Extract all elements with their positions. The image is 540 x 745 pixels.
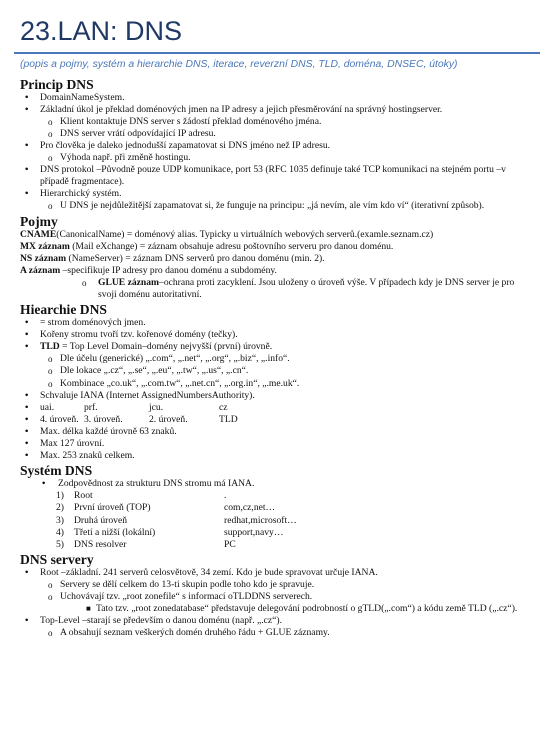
- list-item: • Základní úkol je překlad doménových jmen na IP adresy a jejich přesměrování na správný hostingserver.: [25, 103, 443, 115]
- list-item: o Dle účelu (generické) „.com“, „.net“, „.org“, „.biz“, „.info“.: [48, 353, 290, 365]
- section-list-pojmy: [20, 229, 518, 302]
- page-subtitle: (popis a pojmy, systém a hierarchie DNS, iterace, reverzní DNS, TLD, doména, DNSEC, útoky): [20, 59, 458, 70]
- list-item: o Servery se dělí celkem do 13-ti skupin podle toho kdo je spravuje.: [48, 578, 315, 590]
- list-item: • Zodpovědnost za strukturu DNS stromu má IANA.: [42, 478, 255, 490]
- domain-level-row: • 4. úroveň. 3. úroveň. 2. úroveň. TLD: [25, 413, 238, 425]
- list-item: • Pro člověka je daleko jednodušší zapamatovat si DNS jméno než IP adresu.: [25, 139, 331, 151]
- list-item: • Schvaluje IANA (Internet AssignedNumbersAuthority).: [25, 389, 255, 401]
- definition-item: o GLUE záznam–ochrana proti zacyklení. Jsou uloženy o úroveň výše. V případech kdy je DNS server je pro svoji doménu autoritativní.: [82, 276, 515, 300]
- list-item: • Max. 253 znaků celkem.: [25, 450, 135, 462]
- section-heading-servery: DNS servery: [20, 551, 94, 567]
- list-item: • Max 127 úrovní.: [25, 438, 105, 450]
- list-item: o Dle lokace „.cz“, „.se“, „.eu“, „.tw“, „.us“, „.cn“.: [48, 365, 249, 377]
- list-item: ■ Tato tzv. „root zonedatabase“ představuje delegování podrobností o gTLD(„.com“) a kódu země TLD („.cz“).: [86, 603, 518, 615]
- system-level-row: 2) První úroveň (TOP) com,cz,net…: [56, 502, 276, 514]
- definition-item: A záznam –specifikuje IP adresy pro danou doménu a subdomény.: [20, 264, 277, 276]
- section-heading-princip: Princip DNS: [20, 76, 94, 92]
- definition-item: MX záznam (Mail eXchange) = záznam obsahuje adresu poštovního serveru pro danou doménu.: [20, 240, 394, 252]
- section-list-princip: [20, 92, 518, 213]
- definition-item: NS záznam (NameServer) = záznam DNS serverů pro danou doménu (min. 2).: [20, 252, 325, 264]
- section-heading-hierarchie: Hiearchie DNS: [20, 302, 107, 318]
- system-level-row: 5) DNS resolver PC: [56, 538, 236, 550]
- list-item: • = strom doménových jmen.: [25, 317, 146, 329]
- list-item: • Top-Level –starají se především o danou doménu (např. „.cz“).: [25, 615, 283, 627]
- list-item: o DNS server vrátí odpovídající IP adresu.: [48, 127, 216, 139]
- list-item: • Max. délka každé úrovně 63 znaků.: [25, 425, 177, 437]
- page-title: 23.LAN: DNS: [20, 16, 183, 46]
- list-item: • DNS protokol –Původně pouze UDP komunikace, port 53 (RFC 1035 definuje také TCP komunikaci na stejném portu –v případě fragmentace).: [25, 164, 506, 188]
- list-item: o Kombinace „co.uk“, „.com.tw“, „.net.cn“, „.org.in“, „.me.uk“.: [48, 377, 300, 389]
- list-item: • Hierarchický systém.: [25, 188, 122, 200]
- section-list-hierarchie: [20, 317, 518, 462]
- system-level-row: 1) Root .: [56, 490, 227, 502]
- domain-level-row: • uai. prf. jcu. cz: [25, 401, 228, 413]
- section-heading-pojmy: Pojmy: [20, 213, 58, 229]
- list-item: • DomainNameSystem.: [25, 91, 125, 103]
- list-item: • TLD = Top Level Domain–domény nejvyšší (první) úrovně.: [25, 341, 273, 353]
- definition-item: CNAME(CanonicalName) = doménový alias. Typicky u virtuálních webových serverů.(examle.seznam.cz): [20, 228, 434, 240]
- list-item: o Uchovávají tzv. „root zonefile“ s informací oTLDDNS serverech.: [48, 590, 313, 602]
- section-heading-system: Systém DNS: [20, 463, 93, 479]
- list-item: • Root –základní. 241 serverů celosvětově, 34 zemí. Kdo je bude spravovat určuje IANA.: [25, 566, 378, 578]
- section-list-system: [20, 478, 518, 551]
- system-level-row: 4) Třetí a nižší (lokální) support,navy…: [56, 526, 284, 538]
- title-divider: [14, 52, 540, 54]
- section-list-servery: [20, 567, 518, 640]
- list-item: o U DNS je nejdůležitější zapamatovat si, že funguje na principu: „já nevím, ale vím kdo ví“ (iterativní způsob).: [48, 200, 485, 212]
- list-item: o Klient kontaktuje DNS server s žádostí překlad doménového jména.: [48, 115, 322, 127]
- list-item: o A obsahují seznam veškerých domén druhého řádu + GLUE záznamy.: [48, 627, 330, 639]
- list-item: o Výhoda např. při změně hostingu.: [48, 152, 191, 164]
- list-item: • Kořeny stromu tvoří tzv. kořenové domény (tečky).: [25, 329, 238, 341]
- system-level-row: 3) Druhá úroveň redhat,microsoft…: [56, 514, 297, 526]
